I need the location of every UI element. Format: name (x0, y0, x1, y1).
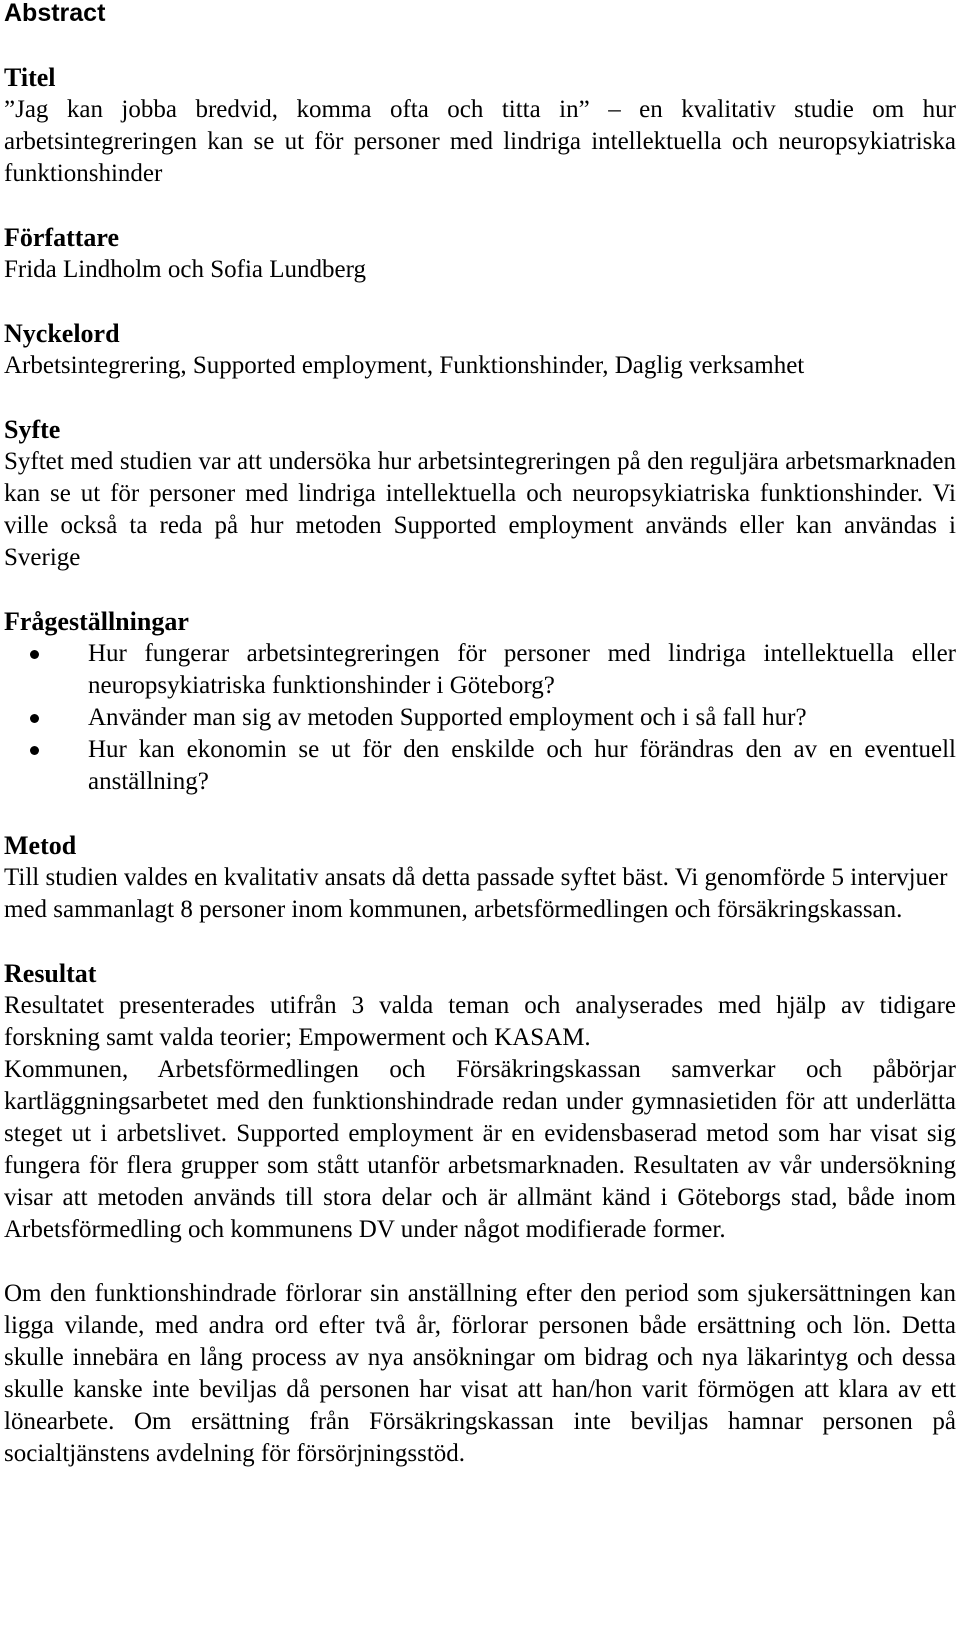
nyckelord-text: Arbetsintegrering, Supported employment, Funktionshinder, Daglig verksamhet (4, 352, 805, 379)
forfattare-heading: Författare (4, 223, 120, 252)
question-text: Använder man sig av metoden Supported employment och i så fall hur? (88, 704, 807, 731)
abstract-heading: Abstract (4, 0, 106, 27)
section-fragestallningar (4, 606, 956, 798)
section-metod (4, 830, 956, 926)
list-item (88, 702, 956, 734)
section-syfte (4, 414, 956, 574)
bullet-icon (30, 714, 39, 723)
syfte-heading: Syfte (4, 415, 61, 444)
titel-text: ”Jag kan jobba bredvid, komma ofta och titta in” – en kvalitativ studie om hur arbetsintegreringen kan se ut för personer med lindriga intellektuella och neuropsykiatriska funktionshinder (4, 96, 956, 187)
section-forfattare (4, 222, 956, 286)
list-item (88, 638, 956, 702)
titel-heading: Titel (4, 63, 56, 92)
nyckelord-heading: Nyckelord (4, 319, 120, 348)
section-nyckelord (4, 318, 956, 382)
section-resultat (4, 958, 956, 1470)
resultat-heading: Resultat (4, 959, 97, 988)
question-text: Hur fungerar arbetsintegreringen för personer med lindriga intellektuella eller neuropsykiatriska funktionshinder i Göteborg? (88, 640, 956, 699)
document-page (4, 0, 956, 1470)
list-item (88, 734, 956, 798)
metod-text: Till studien valdes en kvalitativ ansats då detta passade syftet bäst. Vi genomförde 5 intervjuer med sammanlagt 8 personer inom kommunen, arbetsförmedlingen och försäkringskassan. (4, 864, 948, 923)
resultat-paragraph: Kommunen, Arbetsförmedlingen och Försäkringskassan samverkar och påbörjar kartläggningsarbetet med den funktionshindrade redan under gymnasietiden för att underlätta steget ut i arbetslivet. Supported employment är en evidensbaserad metod som har visat sig fungera för flera grupper som stått utanför arbetsmarknaden. Resultaten av vår undersökning visar att metoden används till stora delar och är allmänt känd i Göteborgs stad, både inom Arbetsförmedling och kommunens DV under något modifierade former. (4, 1056, 956, 1243)
section-titel (4, 62, 956, 190)
fragestallningar-heading: Frågeställningar (4, 607, 189, 636)
resultat-paragraph: Resultatet presenterades utifrån 3 valda teman och analyserades med hjälp av tidigare forskning samt valda teorier; Empowerment och KASAM. (4, 992, 956, 1051)
resultat-paragraph: Om den funktionshindrade förlorar sin anställning efter den period som sjukersättningen kan ligga vilande, med andra ord efter två år, förlorar personen både ersättning och lön. Detta skulle innebära en lång process av nya ansökningar om bidrag och nya läkarintyg och dessa skulle kanske inte beviljas då personen har visat att han/hon varit förmögen att klara av ett lönearbete. Om ersättning från Försäkringskassan inte beviljas hamnar personen på socialtjänstens avdelning för försörjningsstöd. (4, 1280, 956, 1467)
forfattare-text: Frida Lindholm och Sofia Lundberg (4, 256, 366, 283)
question-text: Hur kan ekonomin se ut för den enskilde och hur förändras den av en eventuell anställning? (88, 736, 956, 795)
bullet-icon (30, 650, 39, 659)
bullet-icon (30, 746, 39, 755)
syfte-text: Syftet med studien var att undersöka hur arbetsintegreringen på den reguljära arbetsmarknaden kan se ut för personer med lindriga intellektuella och neuropsykiatriska funktionshinder. Vi ville också ta reda på hur metoden Supported employment används eller kan användas i Sverige (4, 448, 956, 571)
metod-heading: Metod (4, 831, 77, 860)
question-list (4, 638, 956, 798)
